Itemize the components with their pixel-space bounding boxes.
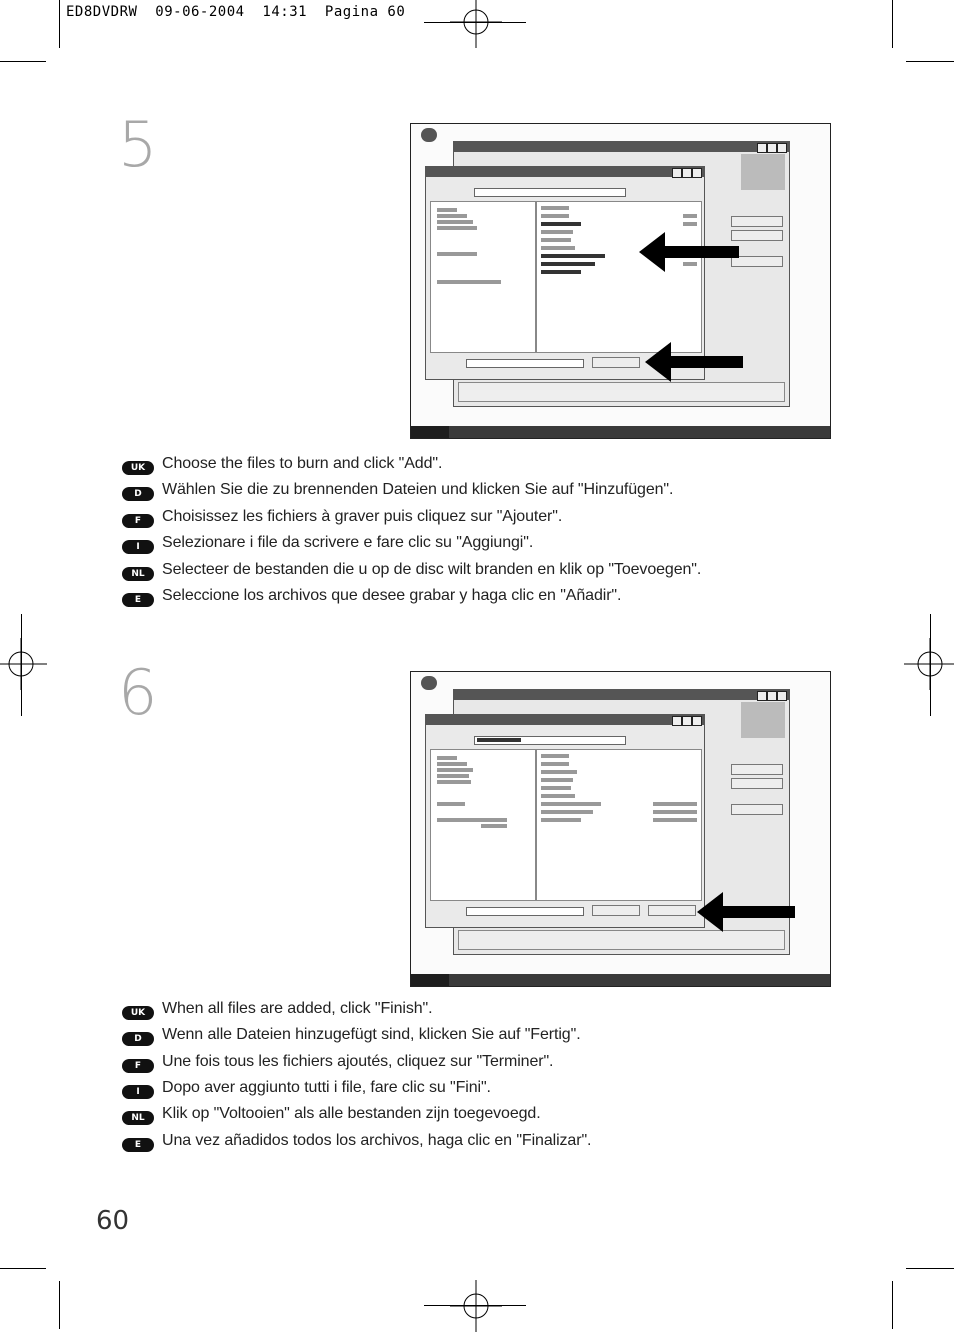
dialog-title-bar: [426, 167, 704, 177]
instruction-text: Wählen Sie die zu brennenden Dateien und klicken Sie auf "Hinzufügen".: [162, 481, 674, 498]
desktop: [411, 124, 830, 438]
arrow-left-icon: [645, 338, 745, 386]
lang-badge: UK: [122, 461, 154, 475]
screenshot-step-6: [410, 671, 831, 987]
dialog-info-pane: [430, 201, 536, 353]
lang-badge: D: [122, 487, 154, 501]
lang-badge: F: [122, 514, 154, 528]
step-number: 5: [118, 108, 158, 181]
dialog-file-list: [536, 749, 702, 901]
desktop-icon: [421, 676, 437, 690]
registration-mark-icon: [450, 0, 502, 48]
lang-badge: UK: [122, 1006, 154, 1020]
print-header: ED8DVDRW 09-06-2004 14:31 Pagina 60: [66, 4, 406, 20]
file-dialog: [425, 714, 705, 928]
lang-badge: D: [122, 1032, 154, 1046]
instruction-text: Choose the files to burn and click "Add".: [162, 455, 443, 472]
instruction-text: When all files are added, click "Finish".: [162, 1000, 433, 1017]
desktop-icon: [421, 128, 437, 142]
registration-mark-icon: [450, 1280, 502, 1332]
screenshot-step-5: [410, 123, 831, 439]
taskbar: [411, 426, 830, 438]
instruction-text: Dopo aver aggiunto tutti i file, fare clic su "Fini".: [162, 1079, 491, 1096]
lang-badge: E: [122, 1138, 154, 1152]
registration-mark-icon: [904, 638, 954, 690]
instruction-text: Choisissez les fichiers à graver puis cliquez sur "Ajouter".: [162, 508, 563, 525]
app-title-bar: [454, 690, 789, 700]
lang-badge: F: [122, 1059, 154, 1073]
registration-line-right: [930, 614, 931, 716]
lang-badge: NL: [122, 567, 154, 581]
desktop: [411, 672, 830, 986]
crop-mark-bottom-left-v: [59, 1281, 60, 1329]
app-title-bar: [454, 142, 789, 152]
crop-mark-bottom-right-v: [892, 1281, 893, 1329]
crop-mark-top-left-v: [59, 0, 60, 48]
instruction-text: Klik op "Voltooien" als alle bestanden zijn toegevoegd.: [162, 1105, 541, 1122]
instruction-text: Una vez añadidos todos los archivos, haga clic en "Finalizar".: [162, 1132, 592, 1149]
dialog-title-bar: [426, 715, 704, 725]
crop-mark-top-left-h: [0, 61, 46, 62]
lang-badge: I: [122, 1085, 154, 1099]
dialog-file-list: [536, 201, 702, 353]
crop-mark-bottom-right-h: [906, 1268, 954, 1269]
arrow-left-icon: [697, 888, 797, 936]
dialog-info-pane: [430, 749, 536, 901]
lang-badge: E: [122, 593, 154, 607]
instruction-text: Selecteer de bestanden die u op de disc wilt branden en klik op "Toevoegen".: [162, 561, 702, 578]
registration-line-left: [21, 614, 22, 716]
instruction-text: Une fois tous les fichiers ajoutés, cliquez sur "Terminer".: [162, 1053, 554, 1070]
taskbar: [411, 974, 830, 986]
lang-badge: I: [122, 540, 154, 554]
arrow-left-icon: [639, 228, 743, 276]
app-logo: [741, 702, 785, 738]
instruction-text: Selezionare i file da scrivere e fare clic su "Aggiungi".: [162, 534, 534, 551]
app-logo: [741, 154, 785, 190]
registration-mark-icon: [0, 638, 47, 690]
instruction-text: Wenn alle Dateien hinzugefügt sind, klicken Sie auf "Fertig".: [162, 1026, 581, 1043]
crop-mark-bottom-left-h: [0, 1268, 46, 1269]
crop-mark-top-right-v: [892, 0, 893, 48]
step-number: 6: [118, 656, 158, 729]
page-number: 60: [96, 1206, 130, 1236]
crop-mark-top-right-h: [906, 61, 954, 62]
lang-badge: NL: [122, 1111, 154, 1125]
instruction-text: Seleccione los archivos que desee grabar y haga clic en "Añadir".: [162, 587, 622, 604]
